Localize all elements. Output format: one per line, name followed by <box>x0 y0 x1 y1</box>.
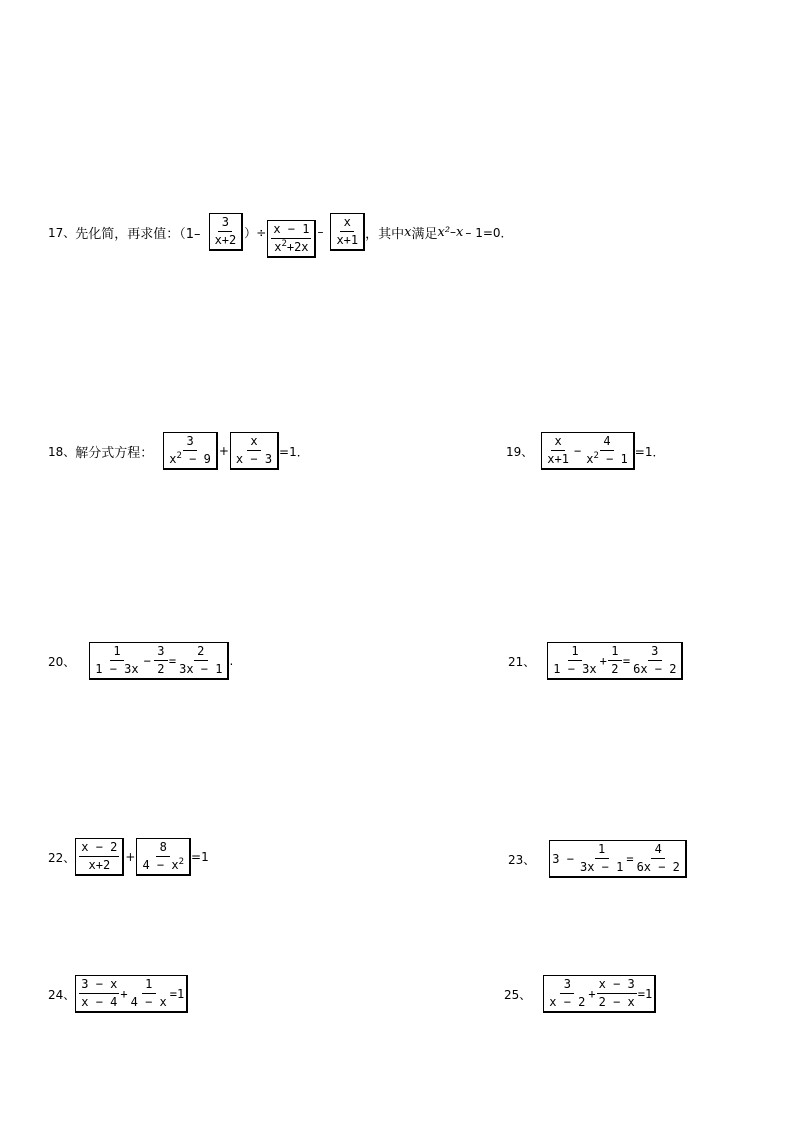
problem-number: 20、 <box>48 654 76 669</box>
fraction-8-over-4-minus-x2: $\frac{8}{4 - x^2}$ <box>136 838 191 876</box>
condition-equation-end: – 1=0． <box>465 225 513 240</box>
problem-number: 24、 <box>48 987 76 1002</box>
problem-number: 18、 <box>48 444 76 459</box>
equals-one: =1 <box>191 850 209 864</box>
fraction-x-over-x-plus-1: $\frac{x}{x+1}$ <box>330 213 365 251</box>
equation-21: $\frac{1}{1 - 3x}$ + $\frac{1}{2}$ = $\frac{3}{6x - 2}$ <box>547 642 683 680</box>
equation-19-lhs: $\frac{x}{x+1}$ − $\frac{4}{x^2 - 1}$ <box>541 432 634 470</box>
problem-17 <box>48 206 513 258</box>
fraction-x-minus-1-over-x2-plus-2x: $\frac{x - 1}{x^2+2x}$ <box>267 220 316 258</box>
fraction-x-minus-2-over-x-plus-2: $\frac{x - 2}{x+2}$ <box>75 838 124 876</box>
problem-19 <box>506 432 664 470</box>
close-paren-divide: ）÷ <box>244 225 267 240</box>
problem-18 <box>48 432 309 470</box>
fraction-3-over-x-plus-2: $\frac{3}{x+2}$ <box>209 213 244 251</box>
problem-20 <box>48 642 233 680</box>
problem-number: 25、 <box>504 987 532 1002</box>
problem-23 <box>508 840 687 878</box>
problem-number: 23、 <box>508 852 536 867</box>
problem-number: 21、 <box>508 654 536 669</box>
condition-minus: – <box>450 225 457 239</box>
equals-one: =1． <box>634 444 665 459</box>
problem-22 <box>48 838 209 876</box>
fraction-3-over-x2-minus-9: $\frac{3}{x^2 - 9}$ <box>163 432 218 470</box>
problem-instruction: 先化简，再求值：（1– <box>75 226 201 242</box>
equals-one: =1． <box>279 444 309 459</box>
condition-text-2: 满足 <box>411 226 438 242</box>
equation-25: $\frac{3}{x - 2}$ + $\frac{x - 3}{2 - x}$ =1 <box>543 975 656 1013</box>
variable-x: x <box>404 224 412 240</box>
condition-x: x <box>456 224 464 240</box>
equation-23: 3 − $\frac{1}{3x - 1}$ = $\frac{4}{6x - 2}$ <box>549 840 687 878</box>
problem-24 <box>48 975 188 1013</box>
minus-sign: – <box>317 225 324 239</box>
problem-number: 17、 <box>48 225 76 240</box>
equation-20: $\frac{1}{1 - 3x}$ − $\frac{3}{2}$ = $\frac{2}{3x - 1}$ <box>89 642 229 680</box>
fraction-x-over-x-minus-3: $\frac{x}{x - 3}$ <box>230 432 279 470</box>
condition-text: ，其中 <box>365 226 405 242</box>
condition-x-squared: x² <box>437 224 451 240</box>
plus-sign: + <box>218 444 229 458</box>
problem-21 <box>508 642 683 680</box>
period: . <box>229 654 234 668</box>
plus-sign: + <box>125 850 136 864</box>
problem-25 <box>504 975 656 1013</box>
problem-number: 22、 <box>48 850 76 865</box>
problem-number: 19、 <box>506 444 534 459</box>
equation-24: $\frac{3 - x}{x - 4}$ + $\frac{1}{4 - x}$ =1 <box>75 975 188 1013</box>
problem-instruction: 解分式方程： <box>75 445 154 461</box>
